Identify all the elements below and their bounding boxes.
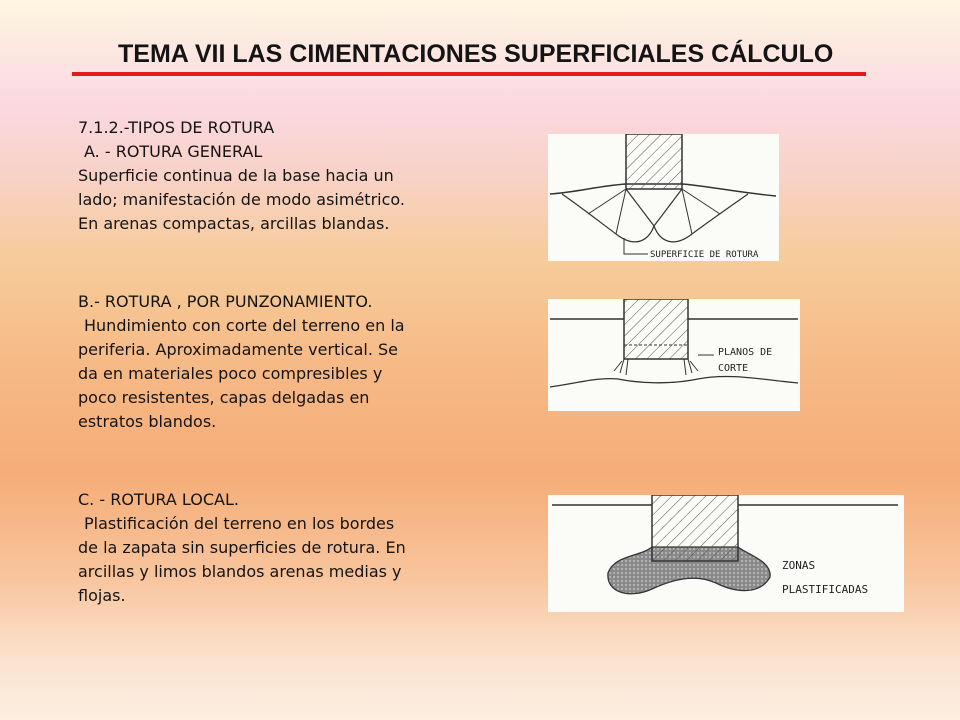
text-line: En arenas compactas, arcillas blandas. [78, 214, 390, 233]
label-corte: CORTE [718, 363, 749, 374]
text-line: flojas. [78, 586, 126, 605]
text-line: estratos blandos. [78, 412, 217, 431]
section-general-text [78, 116, 518, 236]
text-line: poco resistentes, capas delgadas en [78, 388, 370, 407]
rotura-punzonamiento-diagram [548, 299, 800, 411]
label-superficie-de-rotura: SUPERFICIE DE ROTURA [650, 250, 759, 260]
text-line: arcillas y limos blandos arenas medias y [78, 562, 402, 581]
text-line: Superficie continua de la base hacia un [78, 166, 394, 185]
subheading-punzonamiento: B.- ROTURA , POR PUNZONAMIENTO. [78, 292, 373, 311]
section-heading: 7.1.2.-TIPOS DE ROTURA [78, 118, 275, 137]
subheading-rotura-local: C. - ROTURA LOCAL. [78, 490, 239, 509]
text-line: Hundimiento con corte del terreno en la [84, 316, 405, 335]
title-underline [72, 72, 866, 76]
section-punzonamiento-text [78, 290, 518, 434]
text-line: lado; manifestación de modo asimétrico. [78, 190, 405, 209]
figure-rotura-local [548, 495, 904, 612]
section-local-text [78, 488, 518, 608]
text-line: da en materiales poco compresibles y [78, 364, 383, 383]
label-planos-de: PLANOS DE [718, 347, 773, 358]
slide-title: TEMA VII LAS CIMENTACIONES SUPERFICIALES CÁLCULO [118, 40, 834, 68]
figure-rotura-punzonamiento [548, 299, 800, 411]
label-zonas: ZONAS [782, 559, 816, 572]
rotura-local-diagram [548, 495, 904, 612]
label-plastificadas: PLASTIFICADAS [782, 583, 869, 596]
text-line: periferia. Aproximadamente vertical. Se [78, 340, 398, 359]
subheading-rotura-general: A. - ROTURA GENERAL [84, 142, 263, 161]
rotura-general-diagram [548, 134, 779, 261]
text-line: Plastificación del terreno en los bordes [84, 514, 395, 533]
figure-rotura-general [548, 134, 779, 261]
text-line: de la zapata sin superficies de rotura. En [78, 538, 406, 557]
